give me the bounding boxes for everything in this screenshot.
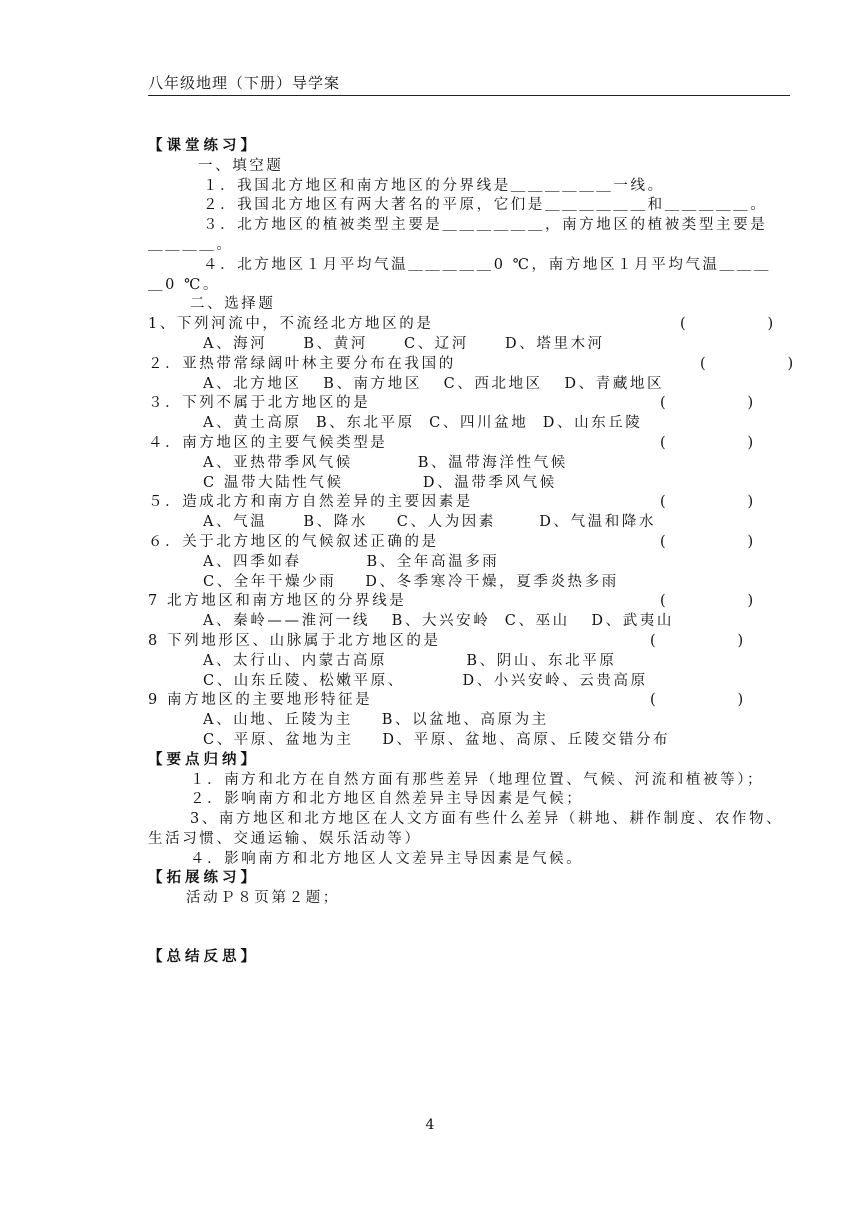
section-reflection: 【总结反思】 [148, 949, 259, 966]
choice-question-text: 1、下列河流中，不流经北方地区的是 [148, 316, 434, 333]
section-classroom-practice: 【课堂练习】 [148, 138, 259, 154]
choice-question [148, 493, 780, 513]
fill-question-2-text: ２．我国北方地区有两大著名的平原，它们是＿＿＿＿＿＿和＿＿＿＿＿。 [203, 197, 768, 214]
choice-question-text: ２．亚热带常绿阔叶林主要分布在我国的 [148, 355, 456, 372]
choice-options: A、四季如春 B、全年高温多雨 [203, 553, 500, 570]
answer-parentheses: ( ) [700, 355, 796, 372]
page-number: 4 [425, 1117, 435, 1133]
choice-options: A、海河 B、黄河 C、辽河 D、塔里木河 [203, 335, 605, 352]
choice-question-text: ４．南方地区的主要气候类型是 [148, 434, 388, 451]
summary-item-2: ２．影响南方和北方地区自然差异主导因素是气候； [190, 791, 584, 808]
fill-question-4: ４．北方地区１月平均气温＿＿＿＿＿0 ℃，南方地区１月平均气温＿＿＿＿0 ℃。 [148, 256, 771, 293]
choice-question-text: ６．关于北方地区的气候叙述正确的是 [148, 533, 439, 550]
choice-options: C 温带大陆性气候 D、温带季风气候 [203, 474, 557, 491]
summary-item-4: ４．影响南方和北方地区人文差异主导因素是气候。 [190, 850, 584, 867]
answer-parentheses: ( ) [680, 316, 776, 333]
choice-options: A、太行山、内蒙古高原 B、阴山、东北平原 [203, 652, 617, 669]
choice-options: A、气温 B、降水 C、人为因素 D、气温和降水 [203, 514, 657, 531]
choice-question-text: 7 北方地区和南方地区的分界线是 [148, 593, 407, 610]
choice-question [148, 533, 780, 553]
choice-question-text: 8 下列地形区、山脉属于北方地区的是 [148, 632, 441, 649]
fill-question-3: ３．北方地区的植被类型主要是＿＿＿＿＿＿，南方地区的植被类型主要是＿＿＿＿。 [148, 217, 768, 253]
choice-question [148, 315, 780, 335]
choice-question-text: 9 南方地区的主要地形特征是 [148, 692, 373, 709]
summary-item-3-cont: 生活习惯、交通运输、娱乐活动等） [148, 830, 422, 847]
summary-item-3: 3、南方地区和北方地区在人文方面有些什么差异（耕地、耕作制度、农作物、 [190, 811, 784, 828]
fill-blank-heading: 一、填空题 [198, 157, 284, 174]
blank-space [148, 909, 780, 948]
section-key-points: 【要点归纳】 [148, 751, 259, 768]
choice-question [148, 592, 780, 612]
choice-question [148, 355, 796, 375]
summary-item-1: １．南方和北方在自然方面有那些差异（地理位置、气候、河流和植被等）； [190, 771, 765, 788]
section-extension: 【拓展练习】 [148, 870, 259, 887]
answer-parentheses: ( ) [660, 533, 756, 550]
answer-parentheses: ( ) [650, 692, 746, 709]
fill-question-1: １．我国北方地区和南方地区的分界线是＿＿＿＿＿＿一线。 [203, 177, 665, 194]
choice-options: A、亚热带季风气候 B、温带海洋性气候 [203, 454, 568, 471]
extension-text: 活动Ｐ８页第２题； [186, 890, 340, 907]
answer-parentheses: ( ) [660, 434, 756, 451]
choice-options: A、黄土高原 B、东北平原 C、四川盆地 D、山东丘陵 [203, 415, 643, 432]
choice-question [148, 394, 780, 414]
answer-parentheses: ( ) [660, 395, 756, 412]
answer-parentheses: ( ) [660, 593, 756, 610]
choice-options: A、北方地区 B、南方地区 C、西北地区 D、青藏地区 [203, 375, 665, 392]
choice-heading: 二、选择题 [190, 296, 276, 313]
choice-question [148, 632, 780, 652]
page-header [148, 72, 790, 96]
choice-options: C、平原、盆地为主 D、平原、盆地、高原、丘陵交错分布 [203, 731, 671, 748]
choice-question-list [148, 315, 796, 751]
choice-options: A、山地、丘陵为主 B、以盆地、高原为主 [203, 712, 549, 729]
answer-parentheses: ( ) [650, 632, 746, 649]
header-title: 八年级地理（下册）导学案 [148, 74, 341, 92]
choice-question [148, 434, 780, 454]
choice-options: C、全年干燥少雨 D、冬季寒冷干燥，夏季炎热多雨 [203, 573, 619, 590]
fill-question-2 [148, 196, 780, 216]
choice-options: A、秦岭——淮河一线 B、大兴安岭 C、巫山 D、武夷山 [203, 613, 675, 630]
worksheet-body [148, 137, 796, 968]
answer-parentheses: ( ) [660, 494, 756, 511]
choice-options: C、山东丘陵、松嫩平原、 D、小兴安岭、云贵高原 [203, 672, 648, 689]
choice-question-text: ５．造成北方和南方自然差异的主要因素是 [148, 494, 473, 511]
choice-question [148, 691, 780, 711]
choice-question-text: ３．下列不属于北方地区的是 [148, 395, 371, 412]
